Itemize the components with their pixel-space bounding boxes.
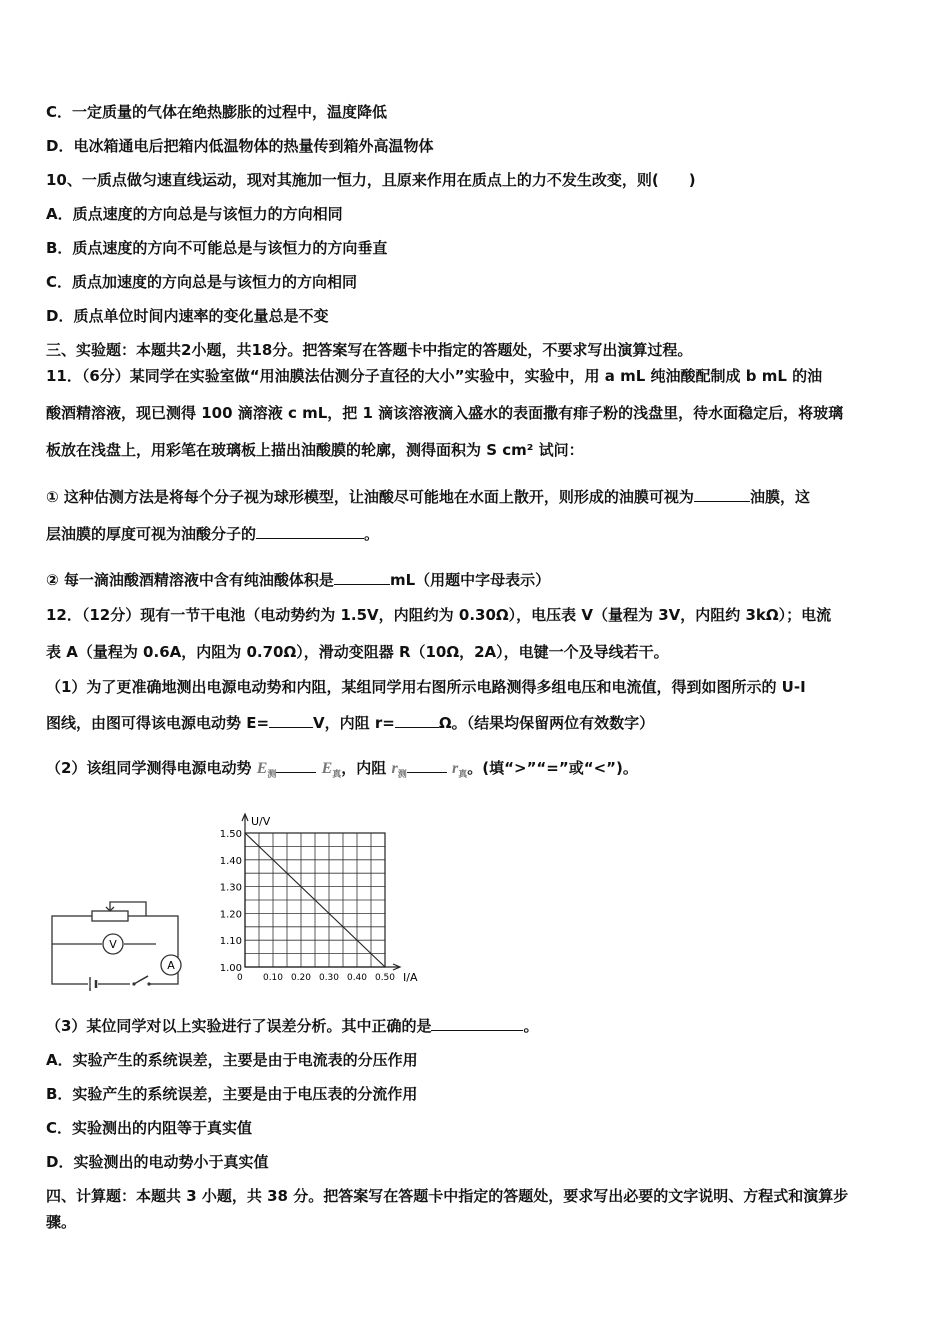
q10-option-c: C．质点加速度的方向总是与该恒力的方向相同: [46, 273, 358, 291]
q10-option-a: A．质点速度的方向总是与该恒力的方向相同: [46, 205, 343, 223]
q12-line-2: 表 A（量程为 0.6A，内阻为 0.70Ω），滑动变阻器 R（10Ω，2A），电键一个及导线若干。: [46, 643, 669, 661]
section-4-heading-line-1: 四、计算题：本题共 3 小题，共 38 分。把答案写在答题卡中指定的答题处，要求写出必要的文字说明、方程式和演算步: [46, 1187, 849, 1205]
x-tick-label: 0.30: [318, 973, 340, 983]
answer-blank[interactable]: [256, 524, 364, 539]
rheostat: [92, 911, 128, 921]
x-tick-label: 0.50: [374, 973, 396, 983]
q12-line-6-text: （3）某位同学对以上实验进行了误差分析。其中正确的是: [46, 1017, 432, 1035]
q12-option-a: A．实验产生的系统误差，主要是由于电流表的分压作用: [46, 1051, 418, 1069]
q12-option-b: B．实验产生的系统误差，主要是由于电压表的分流作用: [46, 1085, 418, 1103]
q11-line-5: [46, 524, 379, 544]
origin-label: 0: [237, 973, 243, 983]
y-tick-label: 1.40: [219, 855, 242, 867]
r-measured-symbol: $r_测$: [391, 760, 407, 780]
x-tick-label: 0.10: [262, 973, 284, 983]
y-tick-label: 1.20: [219, 909, 242, 921]
y-axis-label: U/V: [251, 815, 271, 828]
answer-blank[interactable]: [269, 713, 313, 728]
q11-line-5-tail: 。: [364, 525, 380, 543]
u-i-chart: [220, 814, 418, 984]
q12-line-6-tail: 。: [523, 1017, 539, 1035]
circuit-and-chart-figure: [40, 800, 440, 995]
q11-line-4-text: ① 这种估测方法是将每个分子视为球形模型，让油酸尽可能地在水面上散开，则形成的油膜可视为: [46, 488, 694, 506]
q12-line-4: [46, 713, 654, 733]
q11-line-6: [46, 570, 550, 590]
answer-blank[interactable]: [276, 758, 316, 773]
q12-line-4-mid: V，内阻 r=: [313, 714, 395, 732]
r-true-symbol: $r_真$: [452, 760, 468, 780]
q11-line-5-text: 层油膜的厚度可视为油酸分子的: [46, 525, 257, 543]
q12-line-1: 12．（12分）现有一节干电池（电动势约为 1.5V，内阻约为 0.30Ω），电压表 V（量程为 3V，内阻约 3kΩ）；电流: [46, 606, 832, 624]
q11-line-4: [46, 487, 810, 507]
q12-line-5-mid: ，内阻: [341, 759, 387, 777]
q11-line-6-text: ② 每一滴油酸酒精溶液中含有纯油酸体积是: [46, 571, 334, 589]
ammeter-label: A: [167, 959, 175, 972]
answer-blank[interactable]: [395, 713, 439, 728]
q9-option-c: C．一定质量的气体在绝热膨胀的过程中，温度降低: [46, 103, 388, 121]
q12-line-4-tail: Ω。（结果均保留两位有效数字）: [438, 714, 655, 732]
y-tick-label: 1.50: [219, 829, 242, 840]
answer-blank[interactable]: [694, 487, 750, 502]
q12-line-4-text: 图线，由图可得该电源电动势 E=: [46, 714, 270, 732]
e-true-symbol: $E_真$: [321, 760, 342, 780]
y-tick-label: 1.10: [219, 936, 242, 948]
answer-blank[interactable]: [407, 758, 447, 773]
x-axis-label: I/A: [403, 971, 418, 984]
q12-line-6: [46, 1016, 538, 1036]
q12-option-d: D．实验测出的电动势小于真实值: [46, 1153, 269, 1171]
q11-line-6-tail: mL（用题中字母表示）: [389, 571, 551, 589]
q9-option-d: D．电冰箱通电后把箱内低温物体的热量传到箱外高温物体: [46, 137, 434, 155]
y-tick-label: 1.30: [219, 882, 242, 894]
e-measured-symbol: $E_测$: [256, 760, 277, 780]
q12-line-5: [46, 758, 638, 784]
x-tick-label: 0.20: [290, 973, 312, 983]
answer-blank[interactable]: [431, 1016, 523, 1031]
q12-line-5-tail: 。(填“>”“=”或“<”)。: [467, 759, 638, 777]
q10-option-b: B．质点速度的方向不可能总是与该恒力的方向垂直: [46, 239, 388, 257]
x-tick-label: 0.40: [346, 973, 368, 983]
section-3-heading: 三、实验题：本题共2小题，共18分。把答案写在答题卡中指定的答题处，不要求写出演算过程。: [46, 341, 693, 359]
y-tick-label: 1.00: [219, 963, 242, 974]
q11-line-3: 板放在浅盘上，用彩笔在玻璃板上描出油酸膜的轮廓，测得面积为 S cm² 试问：: [46, 441, 584, 459]
q10-stem: 10、一质点做匀速直线运动，现对其施加一恒力，且原来作用在质点上的力不发生改变，则( ): [46, 171, 696, 189]
answer-blank[interactable]: [334, 570, 390, 585]
q12-line-3: （1）为了更准确地测出电源电动势和内阻，某组同学用右图所示电路测得多组电压和电流值，得到如图所示的 U-I: [46, 678, 806, 696]
section-4-heading-line-2: 骤。: [46, 1213, 77, 1231]
voltmeter-label: V: [109, 938, 117, 951]
q12-option-c: C．实验测出的内阻等于真实值: [46, 1119, 253, 1137]
q12-line-5-text: （2）该组同学测得电源电动势: [46, 759, 252, 777]
q10-option-d: D．质点单位时间内速率的变化量总是不变: [46, 307, 329, 325]
q11-line-1: 11．（6分）某同学在实验室做“用油膜法估测分子直径的大小”实验中，实验中，用 a mL 纯油酸配制成 b mL 的油: [46, 367, 823, 385]
q11-line-2: 酸酒精溶液，现已测得 100 滴溶液 c mL，把 1 滴该溶液滴入盛水的表面撒有痱子粉的浅盘里，待水面稳定后，将玻璃: [46, 404, 844, 422]
q11-line-4-tail: 油膜，这: [749, 488, 810, 506]
